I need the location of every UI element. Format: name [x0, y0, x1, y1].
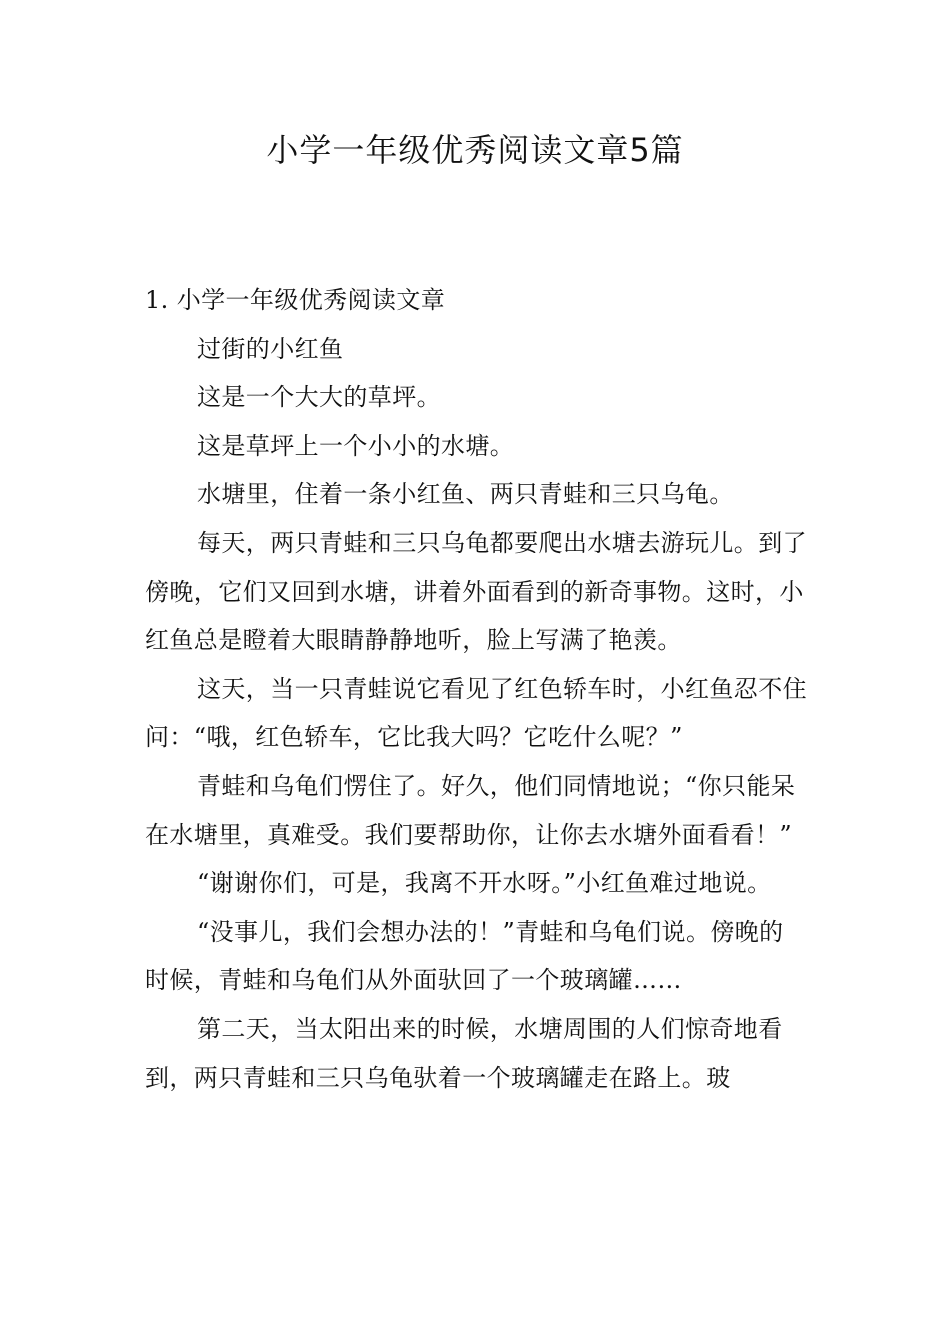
paragraph: 第二天，当太阳出来的时候，水塘周围的人们惊奇地看到，两只青蛙和三只乌龟驮着一个玻璃罐走在路上。玻 [145, 1014, 783, 1092]
section-heading: 1. 小学一年级优秀阅读文章 [145, 286, 446, 314]
paragraph: “谢谢你们，可是，我离不开水呀。”小红鱼难过地说。 [197, 869, 772, 898]
article-body [145, 276, 807, 1102]
paragraph: 这是草坪上一个小小的水塘。 [197, 431, 515, 460]
paragraph: 青蛙和乌龟们愣住了。好久，他们同情地说；“你只能呆在水塘里，真难受。我们要帮助你，让你去水塘外面看看！” [145, 771, 796, 849]
paragraph: 水塘里，住着一条小红鱼、两只青蛙和三只乌龟。 [197, 480, 734, 509]
paragraph: 这天，当一只青蛙说它看见了红色轿车时，小红鱼忍不住问：“哦，红色轿车，它比我大吗？它吃什么呢？” [145, 674, 807, 752]
paragraph: 每天，两只青蛙和三只乌龟都要爬出水塘去游玩儿。到了傍晚，它们又回到水塘，讲着外面看到的新奇事物。这时，小红鱼总是瞪着大眼睛静静地听，脸上写满了艳羡。 [145, 528, 807, 655]
paragraph: 这是一个大大的草坪。 [197, 383, 441, 412]
page-title: 小学一年级优秀阅读文章5篇 [266, 131, 684, 169]
story-title: 过街的小红鱼 [197, 334, 344, 363]
paragraph: “没事儿，我们会想办法的！”青蛙和乌龟们说。傍晚的时候，青蛙和乌龟们从外面驮回了一个玻璃罐…… [145, 917, 784, 995]
